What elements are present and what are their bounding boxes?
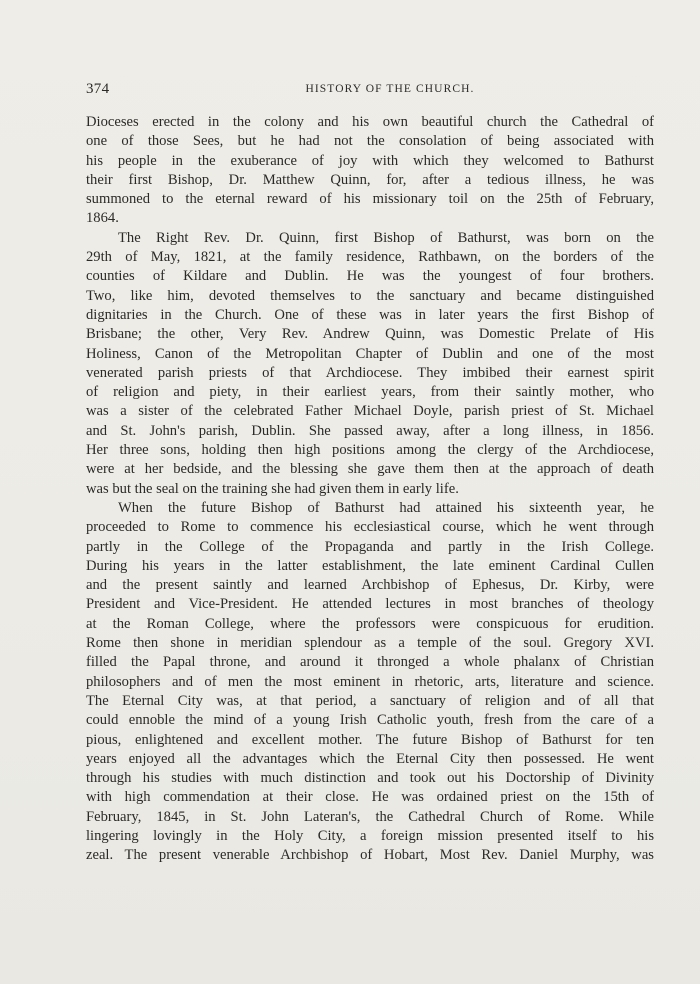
text-line: pious, enlightened and excellent mother. The future Bishop of Bathurst for ten — [86, 731, 654, 748]
text-line: dignitaries in the Church. One of these was in later years the first Bishop of — [86, 306, 654, 323]
text-line: 29th of May, 1821, at the family residence, Rathbawn, on the borders of the — [86, 249, 654, 266]
text-line: could ennoble the mind of a young Irish Catholic youth, fresh from the care of a — [86, 712, 654, 729]
text-line: proceeded to Rome to commence his ecclesiastical course, which he went through — [86, 519, 654, 536]
text-line: February, 1845, in St. John Lateran's, the Cathedral Church of Rome. While — [86, 808, 654, 825]
text-line: counties of Kildare and Dublin. He was the youngest of four brothers. — [86, 268, 654, 285]
text-line: Her three sons, holding then high positions among the clergy of the Archdiocese, — [86, 442, 654, 459]
text-line: philosophers and of men the most eminent in rhetoric, arts, literature and science. — [86, 673, 654, 690]
text-line: The Eternal City was, at that period, a sanctuary of religion and of all that — [86, 692, 654, 709]
text-line: was but the seal on the training she had given them in early life. — [86, 480, 459, 497]
running-head — [86, 81, 654, 101]
body-text — [86, 113, 654, 866]
text-line: 1864. — [86, 210, 119, 227]
text-line: The Right Rev. Dr. Quinn, first Bishop of Bathurst, was born on the — [118, 229, 654, 246]
text-line: During his years in the latter establishment, the late eminent Cardinal Cullen — [86, 557, 654, 574]
text-line: Holiness, Canon of the Metropolitan Chapter of Dublin and one of the most — [86, 345, 654, 362]
text-line: their first Bishop, Dr. Matthew Quinn, for, after a tedious illness, he was — [86, 171, 654, 188]
text-line: Rome then shone in meridian splendour as a temple of the soul. Gregory XVI. — [86, 635, 654, 652]
text-line: lingering lovingly in the Holy City, a foreign mission presented itself to his — [86, 827, 654, 844]
text-line: at the Roman College, where the professors were conspicuous for erudition. — [86, 615, 654, 632]
text-line: filled the Papal throne, and around it thronged a whole phalanx of Christian — [86, 654, 654, 671]
text-line: When the future Bishop of Bathurst had attained his sixteenth year, he — [118, 499, 654, 516]
text-line: zeal. The present venerable Archbishop of Hobart, Most Rev. Daniel Murphy, was — [86, 847, 654, 864]
text-line: one of those Sees, but he had not the consolation of being associated with — [86, 133, 654, 150]
text-line: Brisbane; the other, Very Rev. Andrew Quinn, was Domestic Prelate of His — [86, 326, 654, 343]
text-line: partly in the College of the Propaganda and partly in the Irish College. — [86, 538, 654, 555]
text-line: venerated parish priests of that Archdiocese. They imbibed their earnest spirit — [86, 364, 654, 381]
text-line: through his studies with much distinction and took out his Doctorship of Divinity — [86, 770, 654, 787]
text-line: of religion and piety, in their earliest years, from their saintly mother, who — [86, 384, 654, 401]
text-line: Two, like him, devoted themselves to the sanctuary and became distinguished — [86, 287, 654, 304]
text-line: summoned to the eternal reward of his missionary toil on the 25th of February, — [86, 191, 654, 208]
text-line: was a sister of the celebrated Father Michael Doyle, parish priest of St. Michael — [86, 403, 654, 420]
text-line: Dioceses erected in the colony and his own beautiful church the Cathedral of — [86, 114, 654, 130]
page-number: 374 — [86, 81, 110, 97]
text-line: and the present saintly and learned Archbishop of Ephesus, Dr. Kirby, were — [86, 577, 654, 594]
text-line: years enjoyed all the advantages which the Eternal City then possessed. He went — [86, 750, 654, 767]
text-line: his people in the exuberance of joy with which they welcomed to Bathurst — [86, 152, 654, 169]
text-line: were at her bedside, and the blessing she gave them then at the approach of death — [86, 461, 654, 478]
text-line: President and Vice-President. He attended lectures in most branches of theology — [86, 596, 654, 613]
running-title: HISTORY OF THE CHURCH. — [305, 83, 475, 95]
text-line: and St. John's parish, Dublin. She passed away, after a long illness, in 1856. — [86, 422, 654, 439]
text-line: with high commendation at their close. He was ordained priest on the 15th of — [86, 789, 654, 806]
